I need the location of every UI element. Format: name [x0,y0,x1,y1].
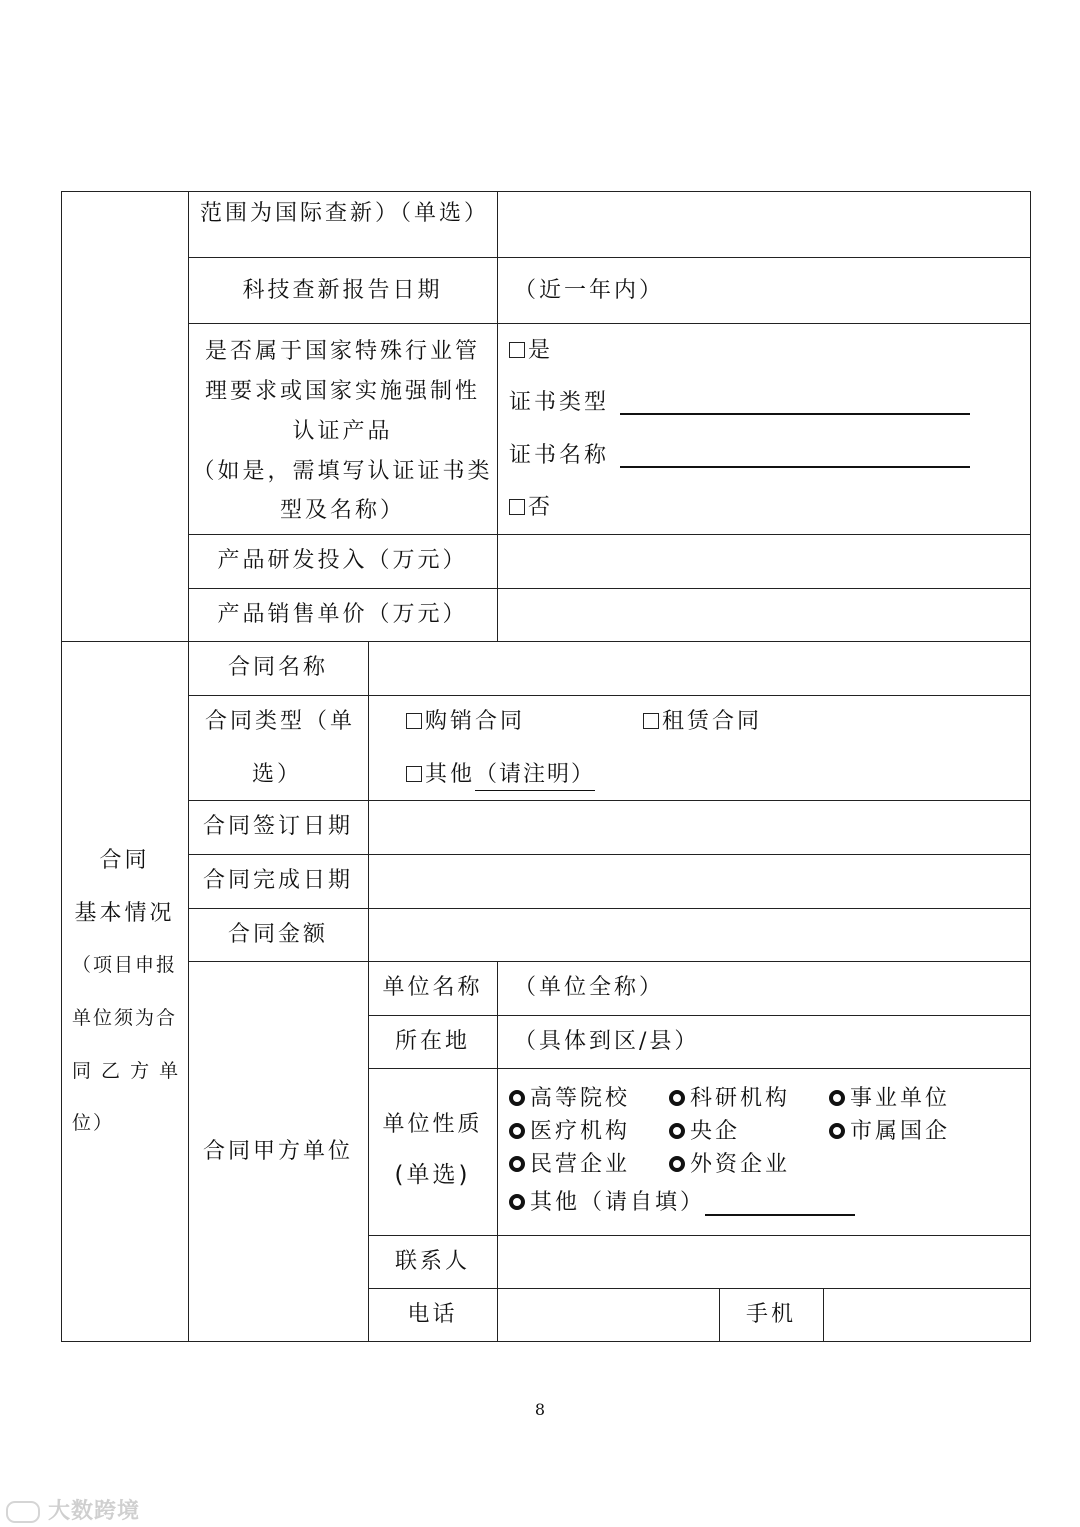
radio-icon[interactable] [669,1156,685,1172]
radio-icon[interactable] [669,1090,685,1106]
nature-option-foreign[interactable]: 外资企业 [669,1154,790,1176]
nature-option-private[interactable]: 民营企业 [509,1154,630,1176]
radio-icon[interactable] [509,1090,525,1106]
location-label: 所在地 [394,1029,470,1054]
cert-type-field[interactable] [620,413,970,415]
no-checkbox-option[interactable]: 否 [509,497,553,519]
watermark-logo-icon [6,1501,40,1523]
cert-name-label: 证书名称 [509,443,610,468]
phone-label: 电话 [407,1302,458,1327]
radio-icon[interactable] [829,1123,845,1139]
report-date-label: 科技查新报告日期 [242,278,443,303]
contract-name-label: 合同名称 [227,655,328,680]
nature-option-research[interactable]: 科研机构 [669,1088,790,1110]
query-scope-label: 范围为国际查新）（单选） [200,201,490,226]
nature-other-field[interactable] [705,1214,855,1216]
report-date-hint: （近一年内） [514,278,665,303]
watermark: 大数跨境 [6,1494,140,1525]
sign-date-label: 合同签订日期 [202,814,353,839]
cert-type-label: 证书类型 [509,390,610,415]
nature-option-public-institution[interactable]: 事业单位 [829,1088,950,1110]
checkbox-icon[interactable] [509,499,525,515]
radio-icon[interactable] [509,1156,525,1172]
radio-icon[interactable] [509,1194,525,1210]
nature-option-central-soe[interactable]: 央企 [669,1121,740,1143]
radio-icon[interactable] [509,1123,525,1139]
contact-label: 联系人 [394,1249,470,1274]
unit-price-label: 产品销售单价（万元） [217,602,468,627]
unit-name-label: 单位名称 [382,975,483,1000]
checkbox-icon[interactable] [406,766,422,782]
checkbox-icon[interactable] [643,713,659,729]
lease-contract-option[interactable]: 租赁合同 [643,711,762,733]
mobile-label: 手机 [745,1302,796,1327]
other-note-field[interactable]: （请注明） [475,762,595,791]
checkbox-icon[interactable] [406,713,422,729]
party-a-label: 合同甲方单位 [202,1139,353,1164]
purchase-contract-option[interactable]: 购销合同 [406,711,525,733]
radio-icon[interactable] [829,1090,845,1106]
nature-option-university[interactable]: 高等院校 [509,1088,630,1110]
unit-name-hint: （单位全称） [514,975,665,1000]
amount-label: 合同金额 [227,922,328,947]
cert-name-field[interactable] [620,466,970,468]
rd-investment-label: 产品研发投入（万元） [217,548,468,573]
yes-checkbox-option[interactable]: 是 [509,340,553,362]
nature-option-other[interactable]: 其他（请自填） [509,1192,705,1214]
page-number: 8 [534,1400,546,1419]
checkbox-icon[interactable] [509,342,525,358]
other-contract-option[interactable]: 其他（请注明） [406,764,595,786]
nature-option-municipal-soe[interactable]: 市属国企 [829,1121,950,1143]
location-hint: （具体到区/县） [514,1029,700,1054]
nature-option-medical[interactable]: 医疗机构 [509,1121,630,1143]
finish-date-label: 合同完成日期 [202,868,353,893]
radio-icon[interactable] [669,1123,685,1139]
